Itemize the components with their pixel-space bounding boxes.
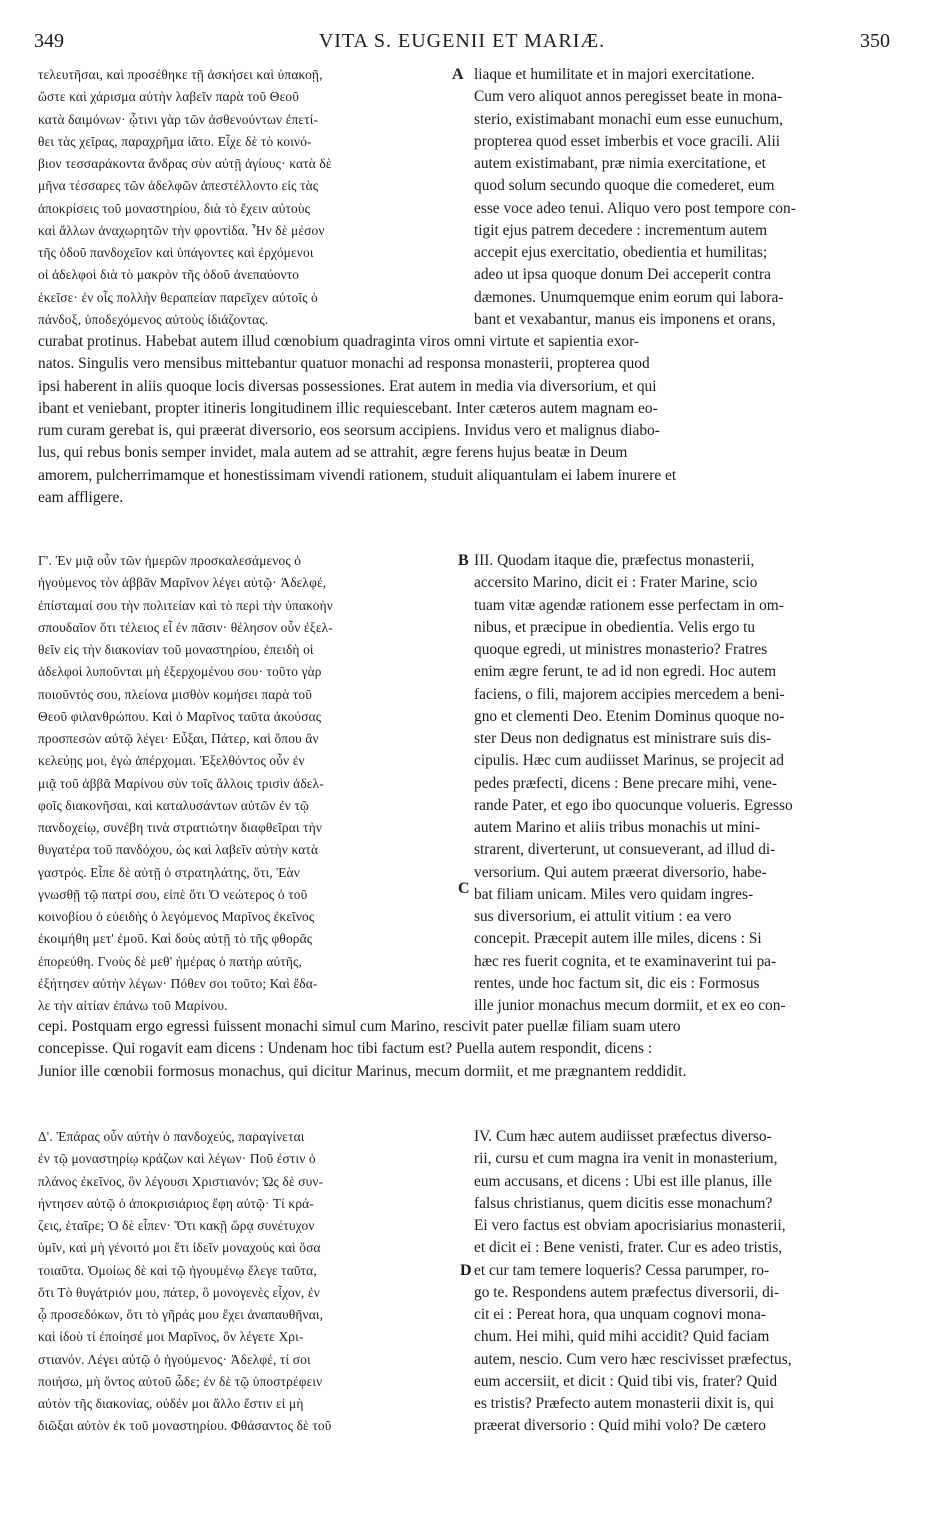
full-width-latin-2 (38, 1016, 894, 1083)
greek-column (38, 64, 454, 331)
text-line: IV. Cum hæc autem audiisset præfectus diverso- (474, 1128, 772, 1145)
text-line: Γ'. Ἐν μιᾷ οὖν τῶν ἡμερῶν προσκαλεσάμενος ὁ (38, 553, 302, 568)
text-line: ἀποκρίσεις τοῦ μοναστηρίου, διὰ τὸ ἔχειν αὐτοὺς (38, 200, 311, 216)
text-line: σπουδαῖον ὅτι τέλειος εἶ ἐν πᾶσιν· θέλησον οὖν ἐξελ- (38, 619, 333, 635)
text-line: θει τὰς χεῖρας, παραχρῆμα ἰᾶτο. Εἶχε δὲ τὸ κοινό- (38, 133, 312, 149)
text-line: προσπεσὼν αὐτῷ λέγει· Εὖξαι, Πάτερ, καὶ ὅπου ἂν (38, 731, 319, 746)
text-line: καὶ ἰδοὺ τί ἐποίησέ μοι Μαρῖνος, ὃν λέγετε Χρι- (38, 1329, 304, 1345)
text-line: ᾧ προσεδόκων, ὅτι τὸ γῆράς μου ἔχει ἀναπαυθῆναι, (38, 1307, 324, 1322)
text-line: rentes, unde hoc factum sit, dic eis : Formosus (474, 974, 760, 992)
text-line: Δ'. Ἐπάρας οὖν αὐτὴν ὁ πανδοχεύς, παραγίνεται (38, 1129, 305, 1144)
text-line: tigit ejus patrem decedere : incrementum autem (474, 221, 768, 239)
text-line: bat filiam unicam. Miles vero quidam ingres- (474, 885, 754, 903)
text-line: cit ei : Pereat hora, qua unquam cognovi mona- (474, 1306, 766, 1323)
text-line: κοινοβίου ὁ εὐειδὴς ὁ λεγόμενος Μαρῖνος ἐκεῖνος (38, 909, 315, 924)
text-line: ἐπορεύθη. Γνοὺς δὲ μεθ' ἡμέρας ὁ πατὴρ αὐτῆς, (38, 953, 302, 969)
text-line: Junior ille cœnobii formosus monachus, qui dicitur Marinus, mecum dormiit, et me prægnantem reddidit. (38, 1062, 687, 1080)
text-line: hæc res fuerit cognita, et te examinaverint tui pa- (474, 952, 777, 970)
text-line: nibus, et præcipue in obedientia. Velis ergo tu (474, 618, 756, 636)
full-width-latin-1 (38, 331, 894, 509)
text-line: Θεοῦ φιλανθρώπου. Καὶ ὁ Μαρῖνος ταῦτα ἀκούσας (38, 708, 322, 724)
text-line: ille junior monachus mecum dormiit, et ex eo con- (474, 997, 786, 1014)
text-line: βιον τεσσαράκοντα ἄνδρας σὺν αὐτῇ ἁγίους· κατὰ δὲ (38, 156, 332, 171)
text-line: ὑμῖν, καὶ μὴ γένοιτό μοι ἔτι ἰδεῖν μοναχοὺς καὶ ὅσα (38, 1240, 321, 1256)
text-line: concepisse. Qui rogavit eam dicens : Undenam hoc tibi factum est? Puella autem respondit, dicens : (38, 1040, 653, 1058)
text-line: rii, cursu et cum magna ira venit in monasterium, (474, 1150, 778, 1168)
text-line: rum curam gerebat is, qui præerat diversorio, eos seorsum accipiens. Invidus vero et malignus diabo- (38, 422, 660, 439)
text-line: cepi. Postquam ergo egressi fuissent monachi simul cum Marino, rescivit pater puellæ filiam suam utero (38, 1018, 681, 1035)
text-line: φοῖς διακονῆσαι, καὶ καταλυσάντων αὐτῶν ἐν τῷ (38, 797, 309, 813)
text-line: pedes præfecti, dicens : Bene precare mihi, vene- (474, 774, 777, 792)
greek-column (38, 1126, 454, 1438)
margin-marker-d: D (460, 1262, 472, 1279)
text-line: ὥστε καὶ χάρισμα αὐτὴν λαβεῖν παρὰ τοῦ Θεοῦ (38, 89, 300, 105)
text-line: autem Marino et aliis tribus monachis ut mini- (474, 819, 760, 836)
page-title: VITA S. EUGENII ET MARIÆ. (318, 30, 606, 52)
text-line: ποιήσω, μὴ ὄντος αὐτοῦ ὧδε; ἐν δὲ τῷ ὑποστρέφειν (38, 1373, 323, 1389)
text-line: τοιαῦτα. Ὁμοίως δὲ καὶ τῷ ἡγουμένῳ ἔλεγε ταῦτα, (38, 1262, 317, 1278)
text-line: falsus christianus, quem dicitis esse monachum? (474, 1194, 773, 1212)
text-line: ποιοῦντός σου, πλείονα μισθὸν κομήσει παρὰ τοῦ (38, 686, 313, 702)
margin-marker-b: B (458, 552, 469, 569)
text-line: μιᾷ τοῦ ἀββᾶ Μαρίνου σὺν τοῖς ἄλλοις τρισὶν ἀδελ- (38, 775, 324, 791)
text-line: ήντησεν αὐτῷ ὁ ἀποκρισιάριος ἔφη αὐτῷ· Τί κρά- (38, 1195, 314, 1211)
text-line: amorem, pulcherrimamque et honestissimam vivendi rationem, studuit aliquantulam ei labem inurere et (38, 466, 677, 484)
text-line: accepit ejus exercitatio, obedientia et humilitas; (474, 244, 768, 261)
text-line: propterea quod esset imberbis et voce gracili. Alii (474, 132, 781, 150)
text-line: ἐν τῷ μοναστηρίῳ κράζων καὶ λέγων· Ποῦ ἐστιν ὁ (38, 1151, 316, 1167)
text-line: adeo ut ipsa quoque donum Dei acceperit contra (474, 266, 772, 284)
text-line: διῶξαι αὐτὸν ἐκ τοῦ μοναστηρίου. Φθάσαντος δὲ τοῦ (38, 1418, 332, 1434)
greek-column (38, 550, 454, 1017)
text-line: cipulis. Hæc cum audiisset Marinus, se projecit ad (474, 752, 784, 770)
text-line: τῆς ὁδοῦ πανδοχεῖον καὶ ὑπάγοντες καὶ ἐρχόμενοι (38, 245, 314, 260)
margin-marker-a: A (452, 66, 464, 83)
text-line: natos. Singulis vero mensibus mittebantur quatuor monachi ad responsa monasterii, propterea quod (38, 355, 650, 373)
text-line: faciens, o fili, majorem accipies mercedem a beni- (474, 685, 785, 703)
text-line: μῆνα τέσσαρες τῶν ἀδελφῶν ἀπεστέλλοντο εἰς τὰς (38, 178, 319, 194)
text-line: τελευτῆσαι, καὶ προσέθηκε τῇ ἀσκήσει καὶ ὑπακοῇ, (38, 67, 323, 82)
text-line: III. Quodam itaque die, præfectus monasterii, (474, 552, 755, 569)
text-line: ster Deus non dedignatus est ministrare suis dis- (474, 730, 772, 747)
text-line: γνωσθῇ τῷ πατρί σου, εἰπὲ ὅτι Ὁ νεώτερος ὁ τοῦ (38, 886, 308, 902)
text-line: πλάνος ἐκεῖνος, ὃν λέγουσι Χριστιανόν; Ὡς δὲ συν- (38, 1173, 324, 1189)
page-number-left: 349 (34, 30, 64, 52)
latin-column (474, 64, 892, 331)
text-line: tuam vitæ agendæ rationem esse perfectam in om- (474, 596, 784, 614)
text-line: πανδοχείῳ, συνέβη τινὰ στρατιώτην διαφθεῖραι τὴν (38, 820, 323, 835)
text-line: bant et vexabantur, manus eis imponens et orans, (474, 310, 776, 328)
text-line: eum accersiit, et dicit : Quid tibi vis, frater? Quid (474, 1372, 778, 1390)
text-line: præerat diversorio : Quid mihi volo? De cætero (474, 1417, 766, 1435)
text-line: concepit. Præcepit autem ille miles, dicens : Si (474, 930, 762, 948)
text-line: Cum vero aliquot annos peregisset beate in mona- (474, 88, 783, 106)
text-line: κελεύῃς μοι, ἐγὼ ἀπέρχομαι. Ἐξελθόντος οὖν ἐν (38, 753, 305, 769)
page-number-right: 350 (860, 30, 890, 52)
running-header (34, 30, 890, 56)
text-line: ζεις, ἑταῖρε; Ὁ δὲ εἶπεν· Ὅτι κακῇ ὥρᾳ συνέτυχον (38, 1218, 315, 1233)
text-line: quod solum secundo quoque die comederet, eum (474, 177, 775, 195)
text-line: θεῖν εἰς τὴν διακονίαν τοῦ μοναστηρίου, ἐπειδὴ οἱ (38, 642, 314, 657)
text-line: dæmones. Unumquemque enim eorum qui labora- (474, 288, 784, 306)
text-line: οἱ ἀδελφοὶ διὰ τὸ μακρὸν τῆς ὁδοῦ ἀνεπαύοντο (38, 267, 300, 283)
text-line: eum accusans, et dicens : Ubi est ille planus, ille (474, 1172, 772, 1190)
text-line: esse voce adeo tenui. Aliquo vero post tempore con- (474, 199, 796, 217)
text-line: κατὰ δαιμόνων· ᾧτινι γὰρ τῶν ἀσθενούντων ἐπετί- (38, 111, 319, 127)
text-line: es tristis? Præfecto autem monasterii dixit is, qui (474, 1395, 775, 1412)
margin-marker-c: C (458, 880, 470, 897)
text-line: ἐπίσταμαί σου τὴν πολιτείαν καὶ τὸ περὶ τὴν ὑπακοὴν (38, 597, 333, 613)
text-line: θυγατέρα τοῦ πανδόχου, ὡς καὶ λαβεῖν αὐτὴν κατὰ (38, 842, 319, 858)
text-line: gno et clementi Deo. Etenim Dominus quoque no- (474, 707, 785, 725)
text-line: ἐξήτησεν αὐτὴν λέγων· Πόθεν σοι τοῦτο; Καὶ ἔδα- (38, 975, 318, 991)
text-line: sterio, existimabant monachi eum esse eunuchum, (474, 110, 784, 128)
text-line: λε τὴν αἰτίαν ἐπάνω τοῦ Μαρίνου. (38, 998, 228, 1013)
text-line: accersito Marino, dicit ei : Frater Marine, scio (474, 574, 758, 592)
latin-column (474, 550, 892, 1017)
text-line: autem existimabant, præ nimia exercitatione, et (474, 155, 766, 172)
text-line: liaque et humilitate et in majori exercitatione. (474, 66, 755, 83)
text-line: ἀδελφοὶ λυποῦνται μὴ ἐξερχομένου σου· τοῦτο γὰρ (38, 664, 322, 680)
text-line: versorium. Qui autem præerat diversorio, habe- (474, 863, 767, 881)
text-line: chum. Hei mihi, quid mihi accidit? Quid faciam (474, 1328, 770, 1346)
text-line: rande Pater, et ego ibo quocunque volueris. Egresso (474, 796, 793, 814)
text-line: lus, qui rebus bonis semper invidet, mala autem ad se attrahit, ægre ferens hujus beatæ in Deum (38, 444, 628, 462)
text-line: quoque egredi, ut ministres monasterio? Fratres (474, 641, 768, 658)
text-line: strarent, diverterunt, ut consueverant, ad illud di- (474, 841, 776, 859)
latin-column (474, 1126, 892, 1438)
text-line: ipsi haberent in aliis quoque locis diversas possessiones. Erat autem in media via diversorium, et qui (38, 377, 657, 395)
text-line: et cur tam temere loqueris? Cessa parumper, ro- (474, 1261, 770, 1279)
text-line: ibant et veniebant, propter itineris longitudinem illic requiescebant. Inter cæteros autem magnam eo- (38, 399, 658, 417)
text-line: go te. Respondens autem præfectus diversorii, di- (474, 1283, 780, 1301)
text-line: Ei vero factus est obviam apocrisiarius monasterii, (474, 1217, 786, 1234)
text-line: curabat protinus. Habebat autem illud cœnobium quadraginta viros omni virtute et sapientia exor- (38, 333, 640, 350)
text-line: ἡγούμενος τὸν ἀββᾶν Μαρῖνον λέγει αὐτῷ· Ἀδελφέ, (38, 575, 327, 591)
text-line: ἐκεῖσε· ἐν οἷς πολλὴν θεραπείαν παρεῖχεν αὐτοῖς ὁ (38, 289, 318, 305)
text-line: sus diversorium, ei attulit vitium : ea vero (474, 908, 732, 925)
text-line: ἐκοιμήθη μετ' ἐμοῦ. Καὶ δοὺς αὐτῇ τὸ τῆς φθορᾶς (38, 931, 313, 947)
text-line: γαστρός. Εἶπε δὲ αὐτῇ ὁ στρατηλάτης, ὅτι, Ἐὰν (38, 864, 300, 880)
text-line: πάνδοξ, ὑποδεχόμενος αὐτοὺς ἰδιάζοντας. (38, 311, 269, 327)
text-line: στιανόν. Λέγει αὐτῷ ὁ ἡγούμενος· Ἀδελφέ, τί σοι (38, 1351, 311, 1367)
text-line: ὅτι Τὸ θυγάτριόν μου, πάτερ, ὃ μονογενὲς εἶχον, ἐν (38, 1284, 320, 1300)
text-line: αὐτὸν τῆς διακονίας, οὐδέν μοι ἄλλο ἔστιν εἰ μὴ (38, 1396, 304, 1411)
text-line: eam affligere. (38, 488, 124, 506)
text-line: enim ægre ferunt, te ad id non egredi. Hoc autem (474, 663, 777, 681)
text-line: et dicit ei : Bene venisti, frater. Cur es adeo tristis, (474, 1239, 783, 1257)
text-line: autem, nescio. Cum vero hæc rescivisset præfectus, (474, 1350, 792, 1368)
text-line: καὶ ἄλλων ἀναχωρητῶν τὴν φροντίδα. Ἦν δὲ μέσον (38, 222, 325, 238)
